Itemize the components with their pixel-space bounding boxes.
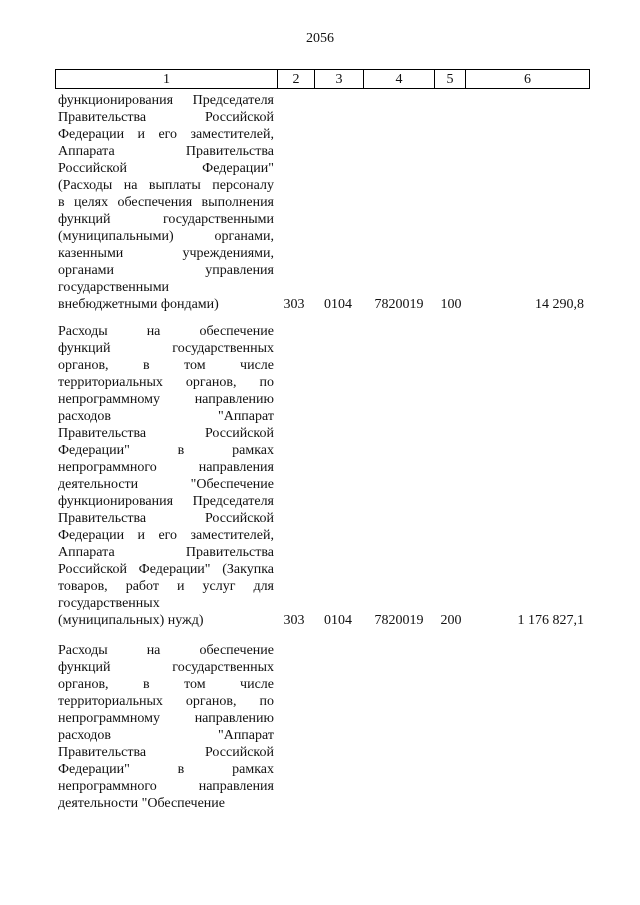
row-col-5: 100	[440, 297, 462, 312]
header-col-1: 1	[56, 70, 278, 89]
description-line: органов, в том числе	[58, 677, 274, 692]
description-line: Расходы на обеспечение	[58, 643, 274, 658]
header-col-2: 2	[278, 70, 315, 89]
header-row	[56, 70, 590, 89]
description-line: непрограммного направления	[58, 779, 274, 794]
description-line: Правительства Российской	[58, 745, 274, 760]
table-header	[55, 69, 590, 89]
description-line: Федерации и его заместителей,	[58, 127, 274, 142]
description-line: Правительства Российской	[58, 511, 274, 526]
description-line: государственными	[58, 280, 170, 295]
row-col-5: 200	[440, 613, 462, 628]
description-line: Правительства Российской	[58, 426, 274, 441]
page-number: 2056	[306, 31, 334, 46]
description-line: Аппарата Правительства	[58, 144, 274, 159]
header-col-6: 6	[466, 70, 590, 89]
description-line: органами управления	[58, 263, 274, 278]
description-line: в целях обеспечения выполнения	[58, 195, 274, 210]
row-col-4: 7820019	[374, 297, 424, 312]
description-line: непрограммному направлению	[58, 392, 274, 407]
description-line: Правительства Российской	[58, 110, 274, 125]
description-line: (муниципальных) нужд)	[58, 613, 204, 628]
header-col-4: 4	[364, 70, 435, 89]
description-line: функционирования Председателя	[58, 494, 274, 509]
header-col-3: 3	[315, 70, 364, 89]
row-col-3: 0104	[324, 613, 352, 628]
description-line: (муниципальными) органами,	[58, 229, 274, 244]
row-col-4: 7820019	[374, 613, 424, 628]
description-line: территориальных органов, по	[58, 375, 274, 390]
description-line: функций государственными	[58, 212, 274, 227]
row-description	[58, 92, 274, 313]
description-line: казенными учреждениями,	[58, 246, 274, 261]
description-line: территориальных органов, по	[58, 694, 274, 709]
description-line: непрограммному направлению	[58, 711, 274, 726]
description-line: товаров, работ и услуг для	[58, 579, 274, 594]
description-line: функционирования Председателя	[58, 93, 274, 108]
row-col-2: 303	[283, 297, 305, 312]
description-line: государственных	[58, 596, 160, 611]
description-line: Федерации и его заместителей,	[58, 528, 274, 543]
description-line: Федерации" в рамках	[58, 443, 274, 458]
description-line: деятельности "Обеспечение	[58, 796, 225, 811]
description-line: функций государственных	[58, 660, 274, 675]
description-line: органов, в том числе	[58, 358, 274, 373]
description-line: расходов "Аппарат	[58, 728, 274, 743]
row-description	[58, 642, 274, 812]
row-description	[58, 323, 274, 629]
header-col-5: 5	[435, 70, 466, 89]
description-line: (Расходы на выплаты персоналу	[58, 178, 274, 193]
description-line: функций государственных	[58, 341, 274, 356]
row-col-6: 1 176 827,1	[517, 613, 584, 628]
row-col-3: 0104	[324, 297, 352, 312]
description-line: Российской Федерации"	[58, 161, 274, 176]
description-line: Расходы на обеспечение	[58, 324, 274, 339]
row-col-6: 14 290,8	[535, 297, 584, 312]
description-line: непрограммного направления	[58, 460, 274, 475]
description-line: деятельности "Обеспечение	[58, 477, 274, 492]
description-line: Федерации" в рамках	[58, 762, 274, 777]
description-line: внебюджетными фондами)	[58, 297, 219, 312]
description-line: Российской Федерации" (Закупка	[58, 562, 274, 577]
description-line: расходов "Аппарат	[58, 409, 274, 424]
row-col-2: 303	[283, 613, 305, 628]
description-line: Аппарата Правительства	[58, 545, 274, 560]
